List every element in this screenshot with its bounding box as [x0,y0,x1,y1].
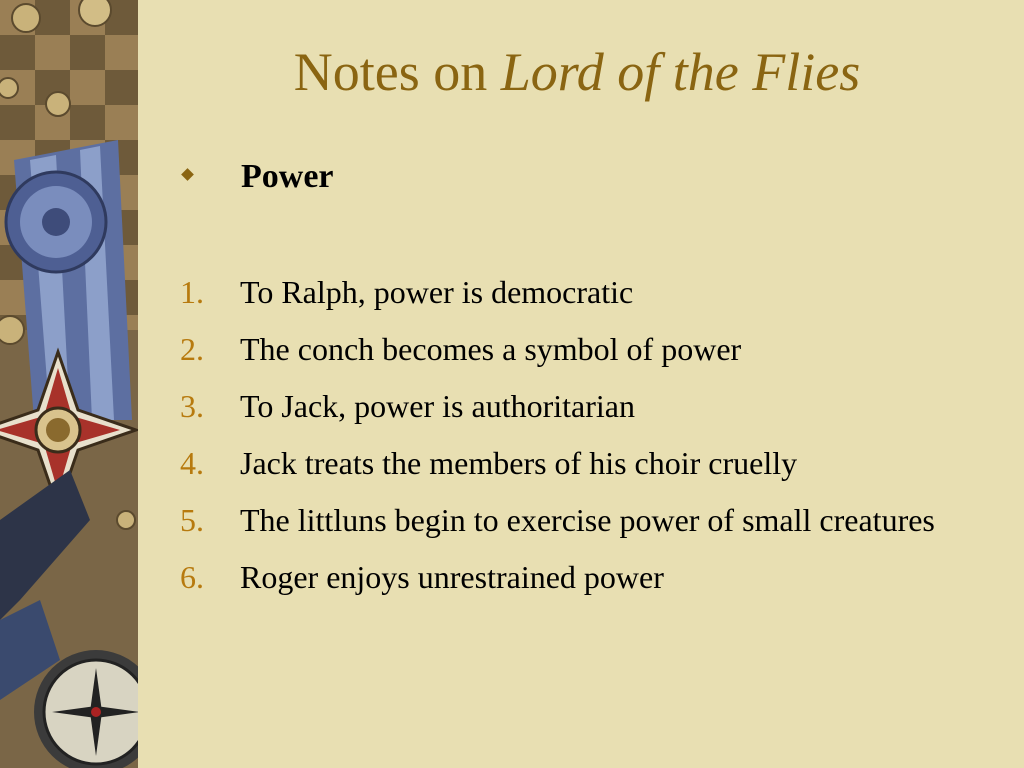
list-number: 3. [180,388,204,424]
list-text: Roger enjoys unrestrained power [240,559,664,595]
list-item [180,553,980,601]
decorative-side-image [0,0,138,768]
list-number: 1. [180,274,204,310]
diamond-bullet-icon [181,168,194,181]
list-item [180,496,980,544]
numbered-list [180,268,980,610]
bullet-label: Power [241,158,334,195]
list-item [180,439,980,487]
list-text: The littluns begin to exercise power of small creatures [240,502,935,538]
list-item [180,382,980,430]
list-number: 2. [180,331,204,367]
title-plain: Notes on [293,42,501,102]
list-text: Jack treats the members of his choir cruelly [240,445,798,481]
medal-collage-image [0,0,138,768]
list-item [180,325,980,373]
list-text: To Jack, power is authoritarian [240,388,635,424]
list-number: 6. [180,559,204,595]
list-number: 5. [180,502,204,538]
list-item [180,268,980,316]
page-title [0,36,1024,108]
list-text: The conch becomes a symbol of power [240,331,742,367]
list-text: To Ralph, power is democratic [240,274,634,310]
title-italic: Lord of the Flies [500,42,861,102]
bullet-item [183,154,334,200]
list-number: 4. [180,445,204,481]
